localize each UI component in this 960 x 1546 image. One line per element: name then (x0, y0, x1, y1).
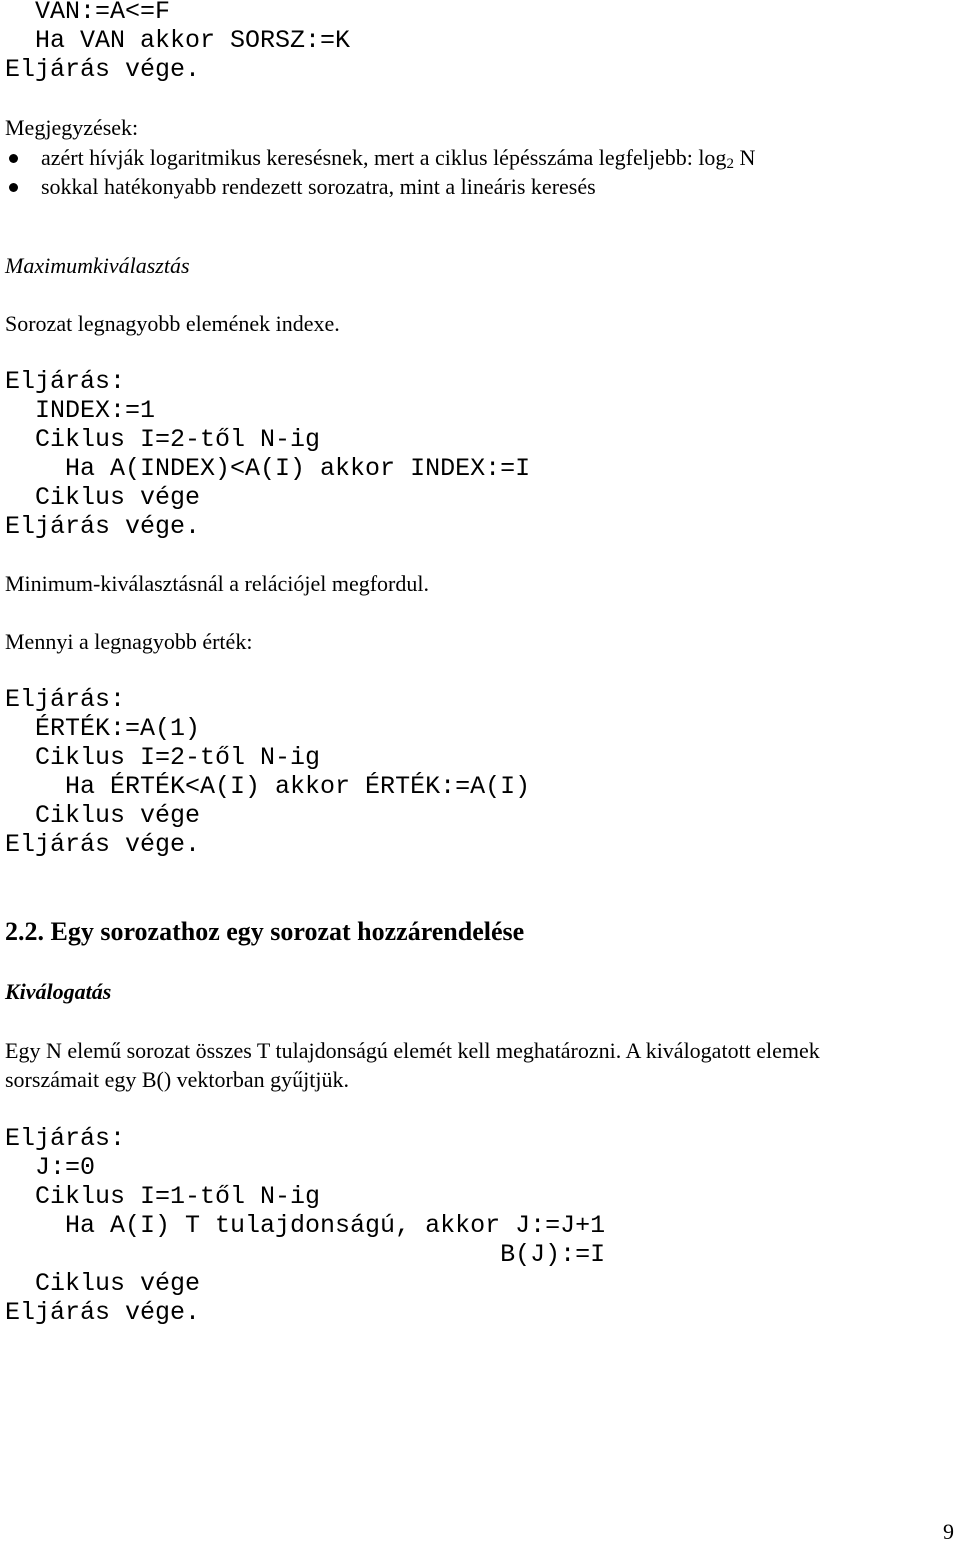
code-line: Ciklus vége (5, 1269, 201, 1298)
code-line: Ciklus I=2-től N-ig (5, 743, 321, 772)
code-line: Eljárás vége. (5, 830, 201, 859)
code-line: Ciklus I=1-től N-ig (5, 1182, 321, 1211)
code-line: Eljárás: (5, 685, 126, 714)
code-line: Eljárás vége. (5, 1298, 201, 1327)
code-line: Ciklus vége (5, 483, 201, 512)
page-number: 9 (943, 1519, 954, 1544)
subscript: 2 (726, 156, 734, 172)
note-text: azért hívják logaritmikus keresésnek, mert a ciklus lépésszáma legfeljebb: log (41, 145, 727, 170)
section-title: Maximumkiválasztás (5, 253, 190, 278)
code-line: VAN:=A<=F (5, 0, 171, 26)
code-line: J:=0 (5, 1153, 96, 1182)
code-line: Ha A(INDEX)<A(I) akkor INDEX:=I (5, 454, 531, 483)
paragraph-line: sorszámait egy B() vektorban gyűjtjük. (5, 1067, 349, 1092)
code-line: INDEX:=1 (5, 396, 156, 425)
note-item: sokkal hatékonyabb rendezett sorozatra, mint a lineáris keresés (41, 174, 596, 199)
value-question: Mennyi a legnagyobb érték: (5, 629, 253, 654)
subsection-title: Kiválogatás (5, 979, 112, 1004)
bullet-icon (9, 154, 18, 163)
code-line: Eljárás: (5, 367, 126, 396)
code-line: Ciklus I=2-től N-ig (5, 425, 321, 454)
min-note: Minimum-kiválasztásnál a relációjel megfordul. (5, 571, 429, 596)
section-description: Sorozat legnagyobb elemének indexe. (5, 311, 340, 336)
paragraph-line: Egy N elemű sorozat összes T tulajdonságú elemét kell meghatározni. A kiválogatott elemek (5, 1038, 820, 1063)
note-text-tail: N (733, 145, 756, 170)
code-line: Ha ÉRTÉK<A(I) akkor ÉRTÉK:=A(I) (5, 772, 531, 801)
code-line: ÉRTÉK:=A(1) (5, 714, 201, 743)
notes-title: Megjegyzések: (5, 115, 139, 140)
code-line: Eljárás vége. (5, 55, 201, 84)
section-heading: 2.2. Egy sorozathoz egy sorozat hozzárendelése (5, 917, 525, 946)
code-line: Ha VAN akkor SORSZ:=K (5, 26, 351, 55)
code-line: Ciklus vége (5, 801, 201, 830)
code-line: B(J):=I (5, 1240, 606, 1269)
code-line: Eljárás vége. (5, 512, 201, 541)
code-line: Eljárás: (5, 1124, 126, 1153)
note-item (41, 144, 755, 172)
bullet-icon (9, 183, 18, 192)
code-line: Ha A(I) T tulajdonságú, akkor J:=J+1 (5, 1211, 606, 1240)
